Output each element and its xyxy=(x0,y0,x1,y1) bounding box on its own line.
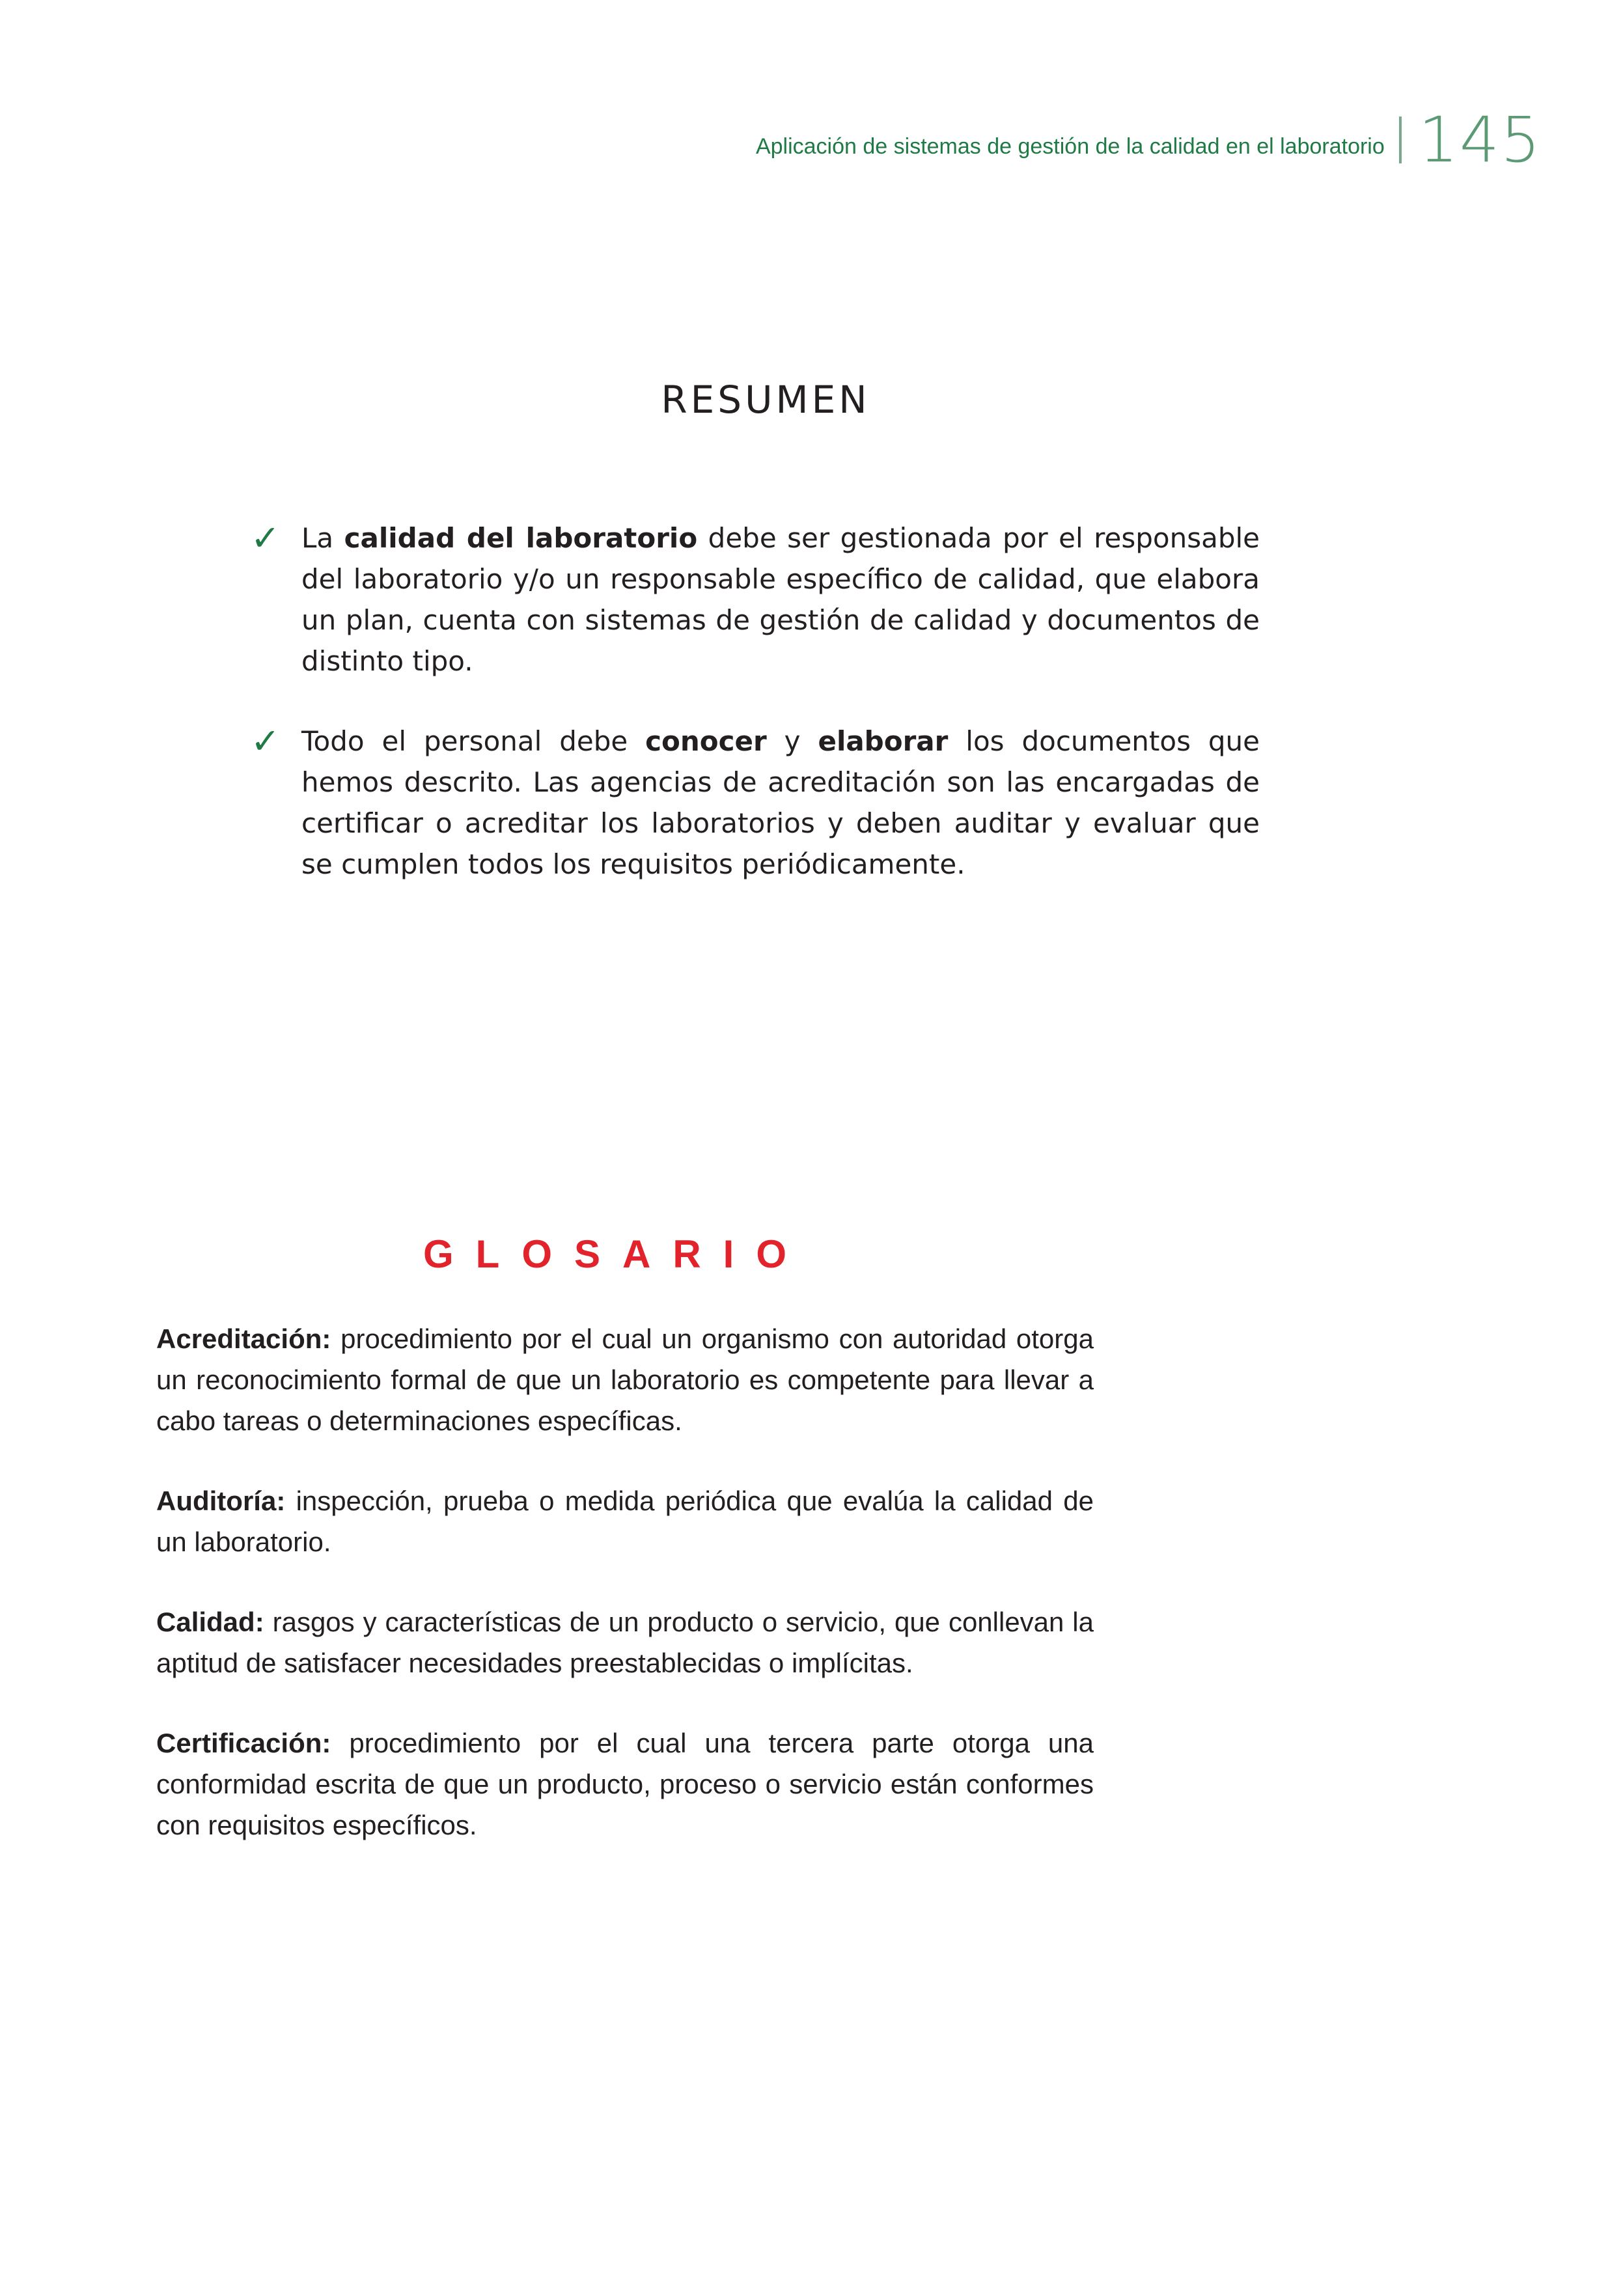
glossary-definition: procedimiento por el cual un organismo con autoridad otorga un reconocimiento formal de que un laboratorio es competente para llevar a cabo tareas o determinaciones específicas. xyxy=(156,1323,1094,1436)
glosario-title: GLOSARIO xyxy=(423,1232,809,1276)
glossary-term: Certificación: xyxy=(156,1728,331,1758)
check-icon: ✓ xyxy=(251,518,281,559)
summary-bold-text: elaborar xyxy=(818,725,949,757)
glossary-term: Acreditación: xyxy=(156,1323,331,1354)
glossary-entry xyxy=(156,1722,1094,1846)
glossary-entry xyxy=(156,1318,1094,1441)
summary-bold-text: calidad del laboratorio xyxy=(344,522,698,554)
summary-item xyxy=(251,721,1260,885)
page-number: 145 xyxy=(1418,104,1542,176)
running-title: Aplicación de sistemas de gestión de la calidad en el laboratorio xyxy=(755,133,1385,159)
summary-text: Todo el personal debe xyxy=(301,725,646,757)
glossary-entry xyxy=(156,1480,1094,1562)
summary-text: La xyxy=(301,522,344,554)
summary-text: debe ser gestionada por el responsable del laboratorio y/o un responsable específico de calidad, que elabora un plan, cuenta con sistemas de gestión de calidad y documentos de distinto tipo. xyxy=(301,522,1260,677)
glossary-entry xyxy=(156,1601,1094,1683)
glossary-definition: rasgos y características de un producto o servicio, que conllevan la aptitud de satisfacer necesidades preestablecidas o implícitas. xyxy=(156,1607,1094,1678)
summary-text: y xyxy=(766,725,818,757)
running-header xyxy=(755,104,1542,176)
summary-text: los documentos que hemos descrito. Las agencias de acreditación son las encargadas de certificar o acreditar los laboratorios y deben auditar y evaluar que se cumplen todos los requisitos periódicamente. xyxy=(301,725,1260,880)
summary-bold-text: conocer xyxy=(645,725,767,757)
resumen-title: RESUMEN xyxy=(661,378,870,422)
summary-list xyxy=(251,518,1260,924)
glossary-definition: inspección, prueba o medida periódica que evalúa la calidad de un laboratorio. xyxy=(156,1486,1094,1557)
glossary-term: Auditoría: xyxy=(156,1486,286,1516)
header-divider xyxy=(1399,117,1402,163)
glossary-definition: procedimiento por el cual una tercera parte otorga una conformidad escrita de que un producto, proceso o servicio están conformes con requisitos específicos. xyxy=(156,1728,1094,1840)
check-icon: ✓ xyxy=(251,721,281,762)
glossary-term: Calidad: xyxy=(156,1607,264,1637)
glossary xyxy=(156,1318,1094,1885)
summary-item xyxy=(251,518,1260,682)
